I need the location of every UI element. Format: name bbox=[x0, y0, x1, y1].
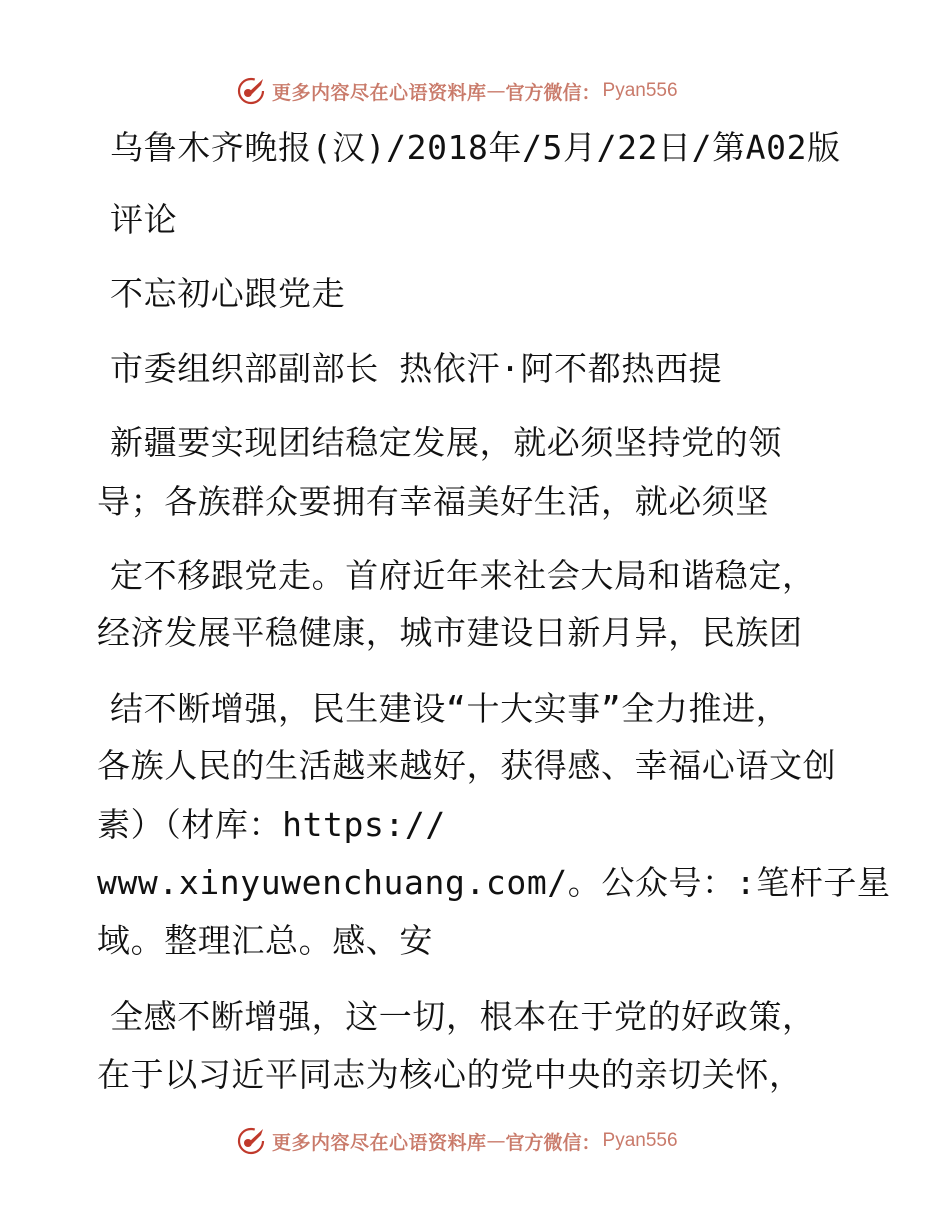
banner-wechat-id: Pyan556 bbox=[602, 1130, 678, 1151]
body-line: 新疆要实现团结稳定发展，就必须坚持党的领 bbox=[110, 423, 782, 462]
banner-wechat-label: 官方微信： bbox=[505, 1131, 601, 1154]
header-watermark-banner bbox=[236, 74, 678, 108]
body-line: 素）（材库：https:// bbox=[97, 805, 446, 844]
banner-brand-text: 更多内容尽在心语资料库 bbox=[272, 81, 487, 104]
banner-dash: — bbox=[486, 80, 506, 102]
body-line: 全感不断增强，这一切，根本在于党的好政策， bbox=[110, 997, 816, 1036]
quill-logo-icon bbox=[236, 1126, 266, 1156]
article-title: 不忘初心跟党走 bbox=[110, 274, 346, 313]
body-line: 在于以习近平同志为核心的党中央的亲切关怀， bbox=[97, 1055, 803, 1094]
banner-wechat-id: Pyan556 bbox=[602, 80, 678, 101]
body-line: 经济发展平稳健康，城市建设日新月异，民族团 bbox=[97, 613, 803, 652]
body-line: 定不移跟党走。首府近年来社会大局和谐稳定， bbox=[110, 556, 816, 595]
body-line: 结不断增强，民生建设“十大实事”全力推进， bbox=[110, 689, 790, 728]
body-line: www.xinyuwenchuang.com/。公众号：:笔杆子星 bbox=[97, 863, 891, 902]
body-line: 各族人民的生活越来越好，获得感、幸福心语文创 bbox=[97, 746, 837, 785]
body-line: 域。整理汇总。感、安 bbox=[97, 921, 433, 960]
banner-brand-text: 更多内容尽在心语资料库 bbox=[272, 1131, 487, 1154]
banner-wechat-label: 官方微信： bbox=[505, 81, 601, 104]
banner-dash: — bbox=[486, 1130, 506, 1152]
footer-watermark-banner bbox=[236, 1124, 678, 1158]
article-source: 乌鲁木齐晚报(汉)/2018年/5月/22日/第A02版 bbox=[110, 128, 841, 167]
article-author: 市委组织部副部长 热依汗·阿不都热西提 bbox=[110, 349, 723, 388]
body-line: 导；各族群众要拥有幸福美好生活，就必须坚 bbox=[97, 482, 769, 521]
article-section: 评论 bbox=[110, 200, 178, 239]
quill-logo-icon bbox=[236, 76, 266, 106]
